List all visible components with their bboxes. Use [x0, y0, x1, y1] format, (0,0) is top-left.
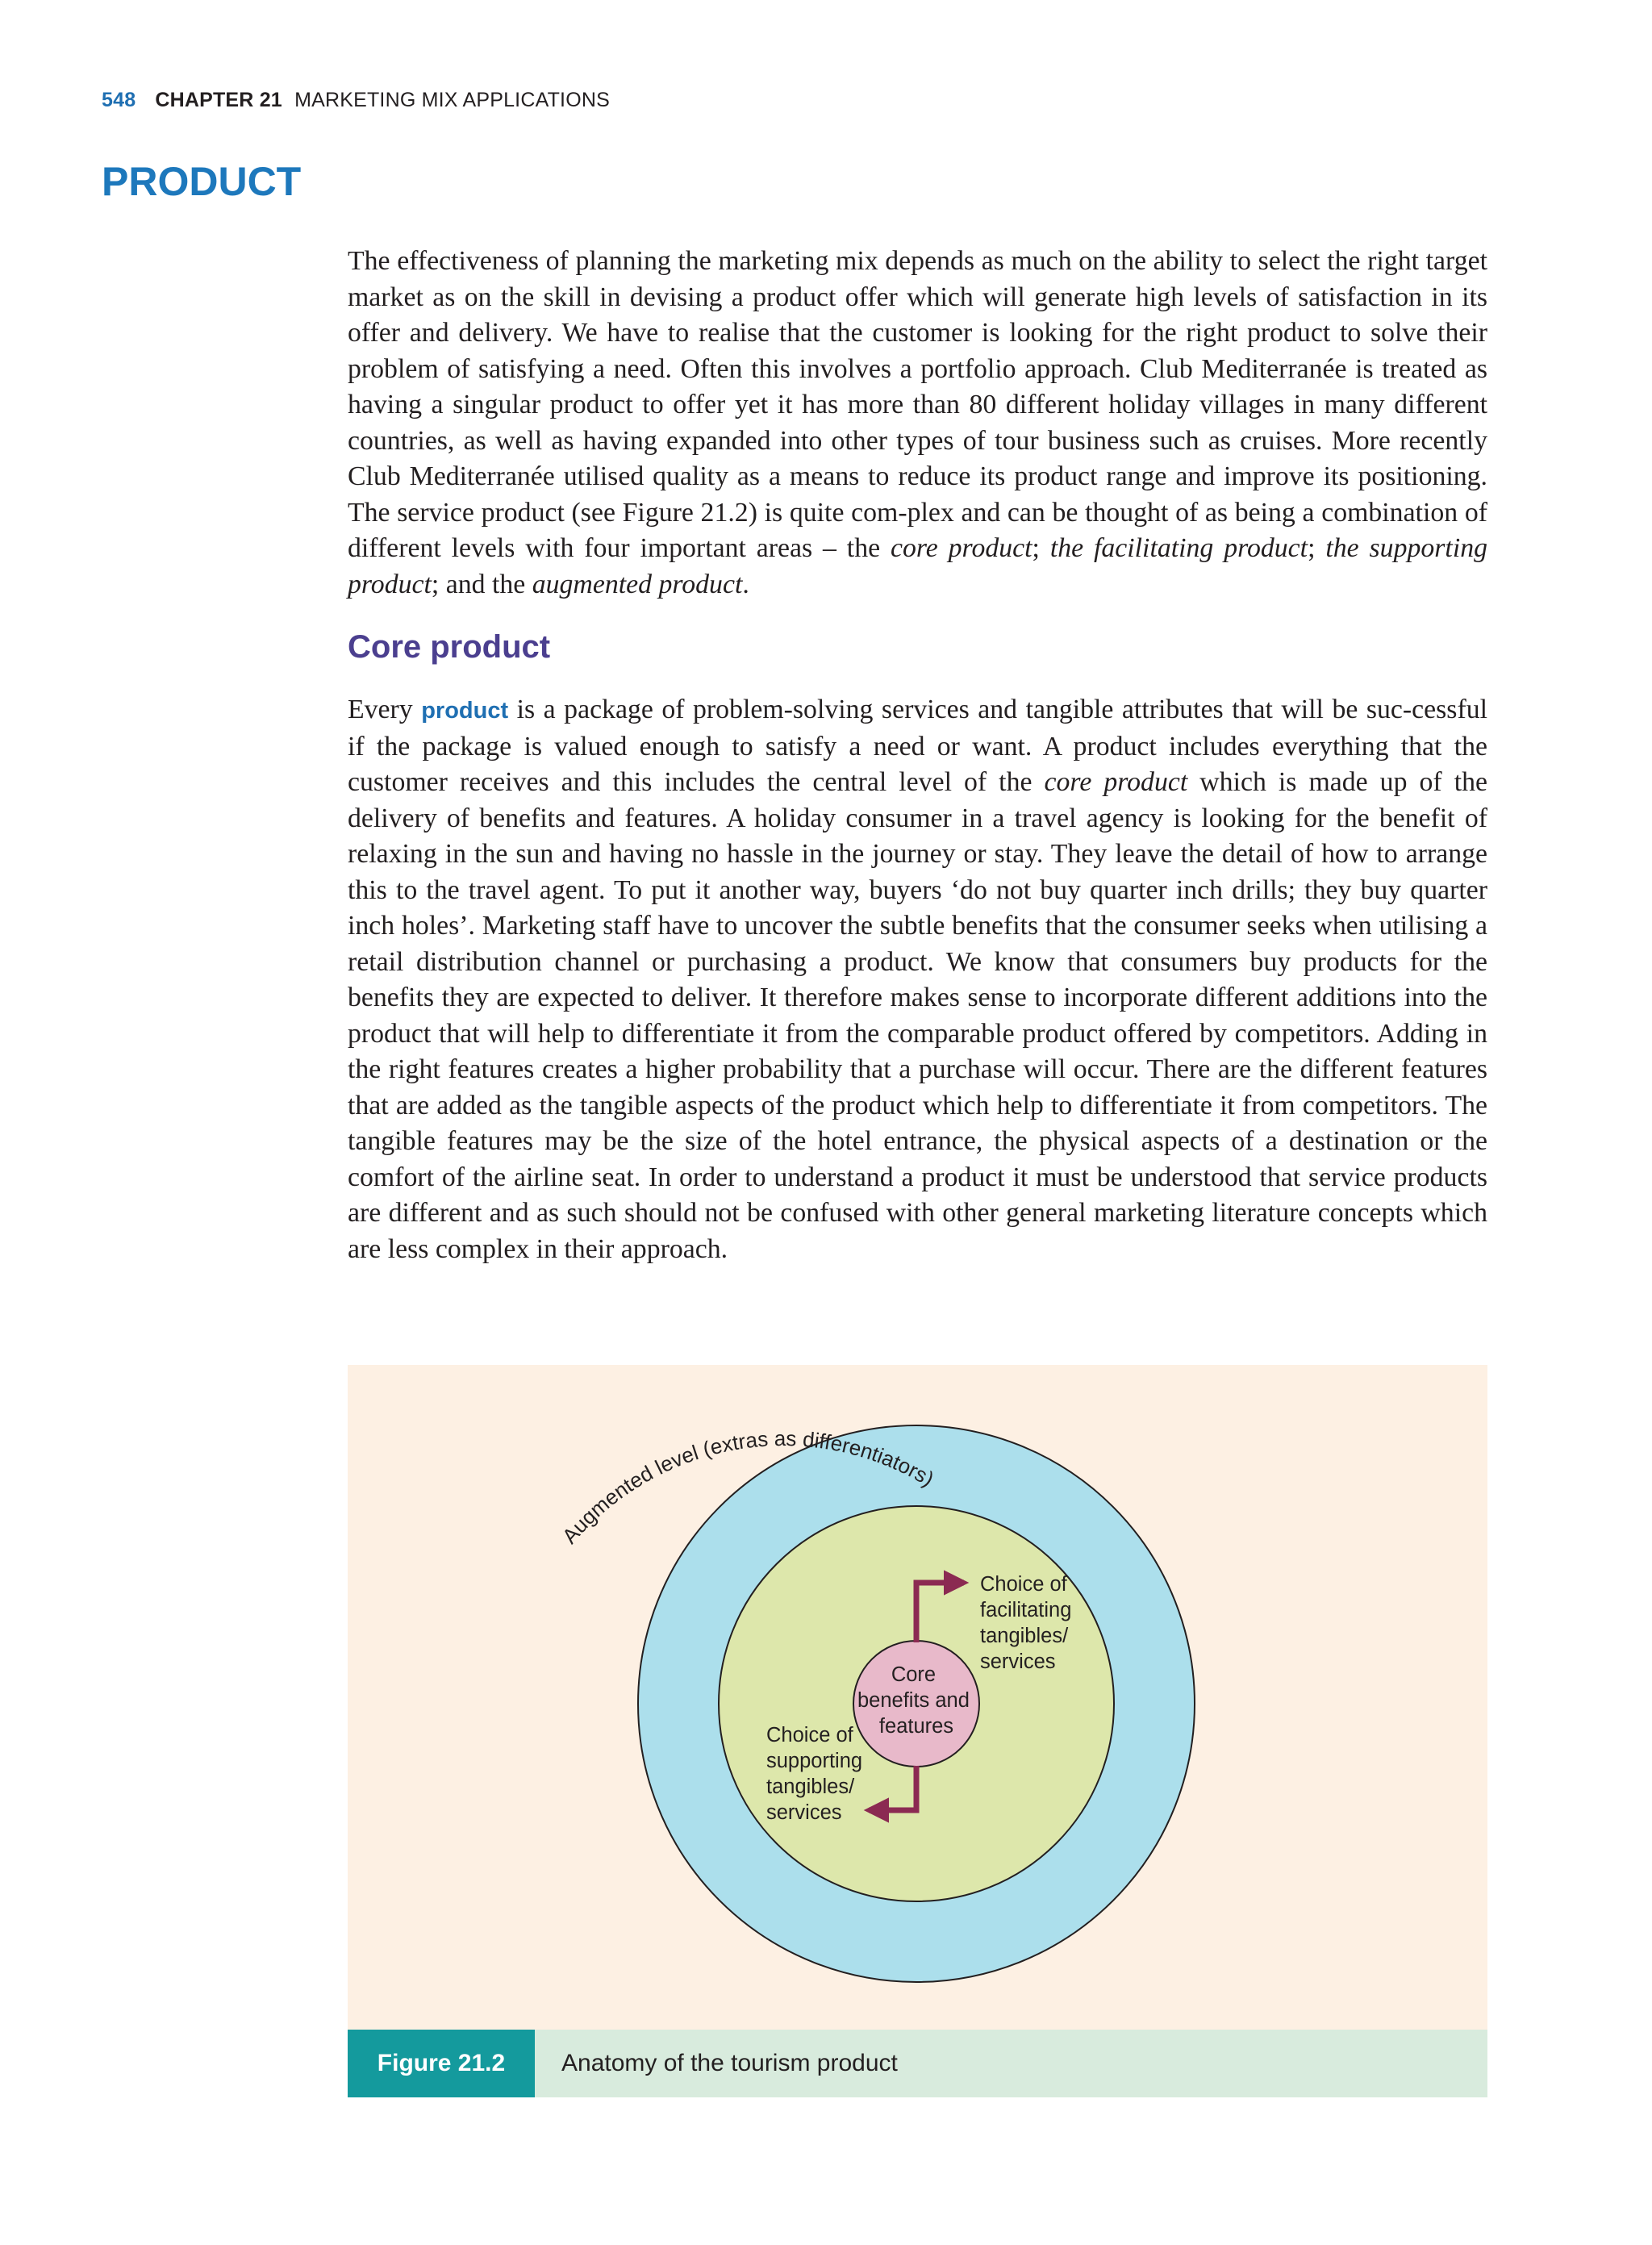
subsection-title: Core product — [348, 629, 551, 665]
em-facilitating-product: the facilitating product — [1049, 533, 1308, 563]
supporting-label-line: supporting — [766, 1750, 863, 1772]
para2-text: is a package of problem-solving services and tangible attributes that will be suc-cessful if the package is valued enough to satisfy a need or want. A product includes everything that the customer receives and this includes the central level of the — [348, 695, 1487, 797]
facilitating-label-line: Choice of — [980, 1573, 1067, 1596]
para1-text: The effectiveness of planning the marketing mix depends as much on the ability to select the right target market as on the skill in devising a product offer which will generate high levels of satisfaction in its offer and delivery. We have to realise that the customer is looking for the right product to solve their problem of satisfying a need. Often this involves a portfolio approach. Club Mediterranée is treated as having a singular product to offer yet it has more than 80 different holiday villages in many different countries, as well as having expanded into other types of tour business such as cruises. More recently Club Mediterranée utilised quality as a means to reduce its product range and improve its positioning. The service product (see Figure 21.2) is quite com-plex and can be thought of as being a combination of different levels with four important areas – the — [348, 246, 1487, 563]
para1-end: . — [742, 569, 749, 599]
supporting-label-line: services — [766, 1801, 842, 1824]
para1-sep: ; and the — [431, 569, 532, 599]
para1-sep: ; — [1308, 533, 1326, 563]
facilitating-label-line: facilitating — [980, 1599, 1072, 1621]
em-core-product: core product — [890, 533, 1032, 563]
intro-paragraph — [348, 244, 1487, 603]
running-head — [102, 89, 610, 112]
tourism-product-diagram — [348, 1365, 1487, 2030]
supporting-label-line: Choice of — [766, 1724, 853, 1746]
core-label-line: features — [878, 1715, 954, 1738]
figure-number: Figure 21.2 — [348, 2030, 535, 2097]
em-supporting-product: the supporting product — [348, 533, 1488, 599]
facilitating-label-line: services — [980, 1650, 1056, 1673]
para2-start: Every — [348, 695, 422, 724]
figure-21-2 — [348, 1365, 1487, 2030]
chapter-title: MARKETING MIX APPLICATIONS — [294, 89, 610, 111]
em-core-product: core product — [1044, 767, 1188, 797]
core-label-line: benefits and — [857, 1689, 970, 1712]
augmented-level-label-path: Augmented level (extras as differentiators) — [557, 1425, 939, 1549]
para2-text: which is made up of the delivery of benefits and features. A holiday consumer in a travel agency is looking for the benefit of relaxing in the sun and having no hassle in the journey or stay. They leave the detail of how to arrange this to the travel agent. To put it another way, buyers ‘do not buy quarter inch drills; they buy quarter inch holes’. Marketing staff have to uncover the subtle benefits that the consumer seeks when utilising a retail distribution channel or purchasing a product. We know that consumers buy products for the benefits they are expected to deliver. It therefore makes sense to incorporate different additions into the product that will help to differentiate it from the comparable product offered by competitors. Adding in the right features creates a higher probability that a purchase will occur. There are the different features that are added as the tangible aspects of the product which help to differentiate it from competitors. The tangible features may be the size of the hotel entrance, the physical aspects of a destination or the comfort of the airline seat. In order to understand a product it must be understood that service products are different and as such should not be confused with other general marketing literature concepts which are less complex in their approach. — [348, 767, 1487, 1264]
em-augmented-product: augmented product — [532, 569, 743, 599]
chapter-number: CHAPTER 21 — [155, 89, 282, 111]
page-number: 548 — [102, 89, 136, 111]
section-title: PRODUCT — [102, 159, 302, 204]
para1-sep: ; — [1032, 533, 1050, 563]
figure-title: Anatomy of the tourism product — [561, 2050, 898, 2076]
core-product-paragraph — [348, 692, 1487, 1267]
core-label-line: Core — [891, 1663, 937, 1686]
figure-caption — [348, 2030, 1487, 2097]
keyterm-product: product — [421, 698, 509, 724]
supporting-label-line: tangibles/ — [766, 1776, 855, 1798]
facilitating-label-line: tangibles/ — [980, 1625, 1069, 1647]
